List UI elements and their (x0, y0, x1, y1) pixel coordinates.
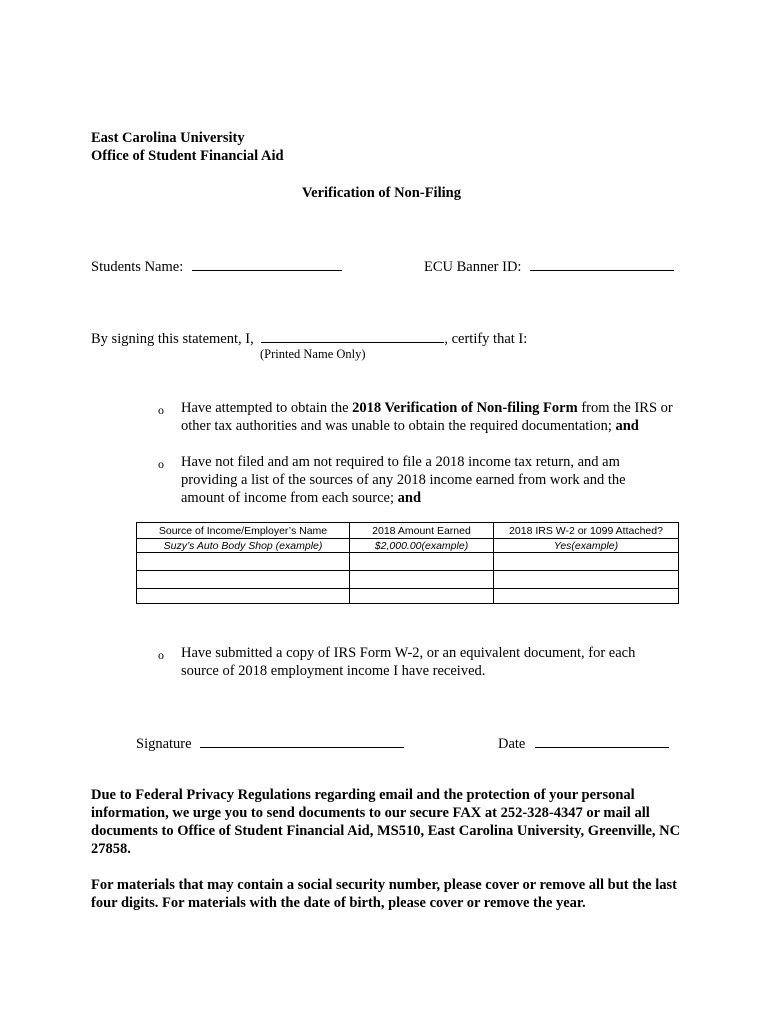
example-attached-cell: Yes(example) (494, 539, 679, 553)
bullet-1-text: Have attempted to obtain the (181, 400, 353, 416)
banner-id-row (424, 257, 674, 276)
bullet-marker: o (158, 648, 164, 662)
privacy-notice: Due to Federal Privacy Regulations regarding email and the protection of your personal information, we urge you to send documents to our secure FAX at 252-328-4347 or mail all documents to Office of Student Financial Aid, MS510, East Carolina University, Greenville, NC 27858. (91, 787, 681, 857)
certify-prefix: By signing this statement, I, (91, 331, 254, 347)
example-amount-cell: $2,000.00(example) (350, 539, 494, 553)
bullet-marker: o (158, 457, 164, 471)
student-name-field[interactable] (192, 257, 342, 271)
attached-cell[interactable] (494, 589, 679, 604)
printed-name-note: (Printed Name Only) (260, 347, 366, 361)
bullet-1-and: and (615, 418, 639, 434)
bullet-1-form-name: 2018 Verification of Non-filing Form (352, 400, 578, 416)
certify-suffix: , certify that I: (444, 331, 528, 347)
bullet-item-2 (181, 453, 651, 507)
bullet-item-1 (181, 399, 681, 435)
signature-row (136, 734, 404, 753)
income-sources-table (136, 522, 679, 604)
student-name-label: Students Name: (91, 259, 184, 275)
printed-name-field[interactable] (261, 329, 444, 343)
student-name-row (91, 257, 342, 276)
example-source-cell: Suzy’s Auto Body Shop (example) (137, 539, 350, 553)
amount-cell[interactable] (350, 553, 494, 571)
bullet-2-text: Have not filed and am not required to file a 2018 income tax return, and am providing a list of the sources of any 2018 income earned from work and the amount of income from each source; (181, 454, 626, 506)
source-cell[interactable] (137, 589, 350, 604)
form-title: Verification of Non-Filing (302, 185, 461, 201)
date-row (498, 734, 669, 753)
bullet-item-3 (181, 644, 671, 680)
bullet-marker: o (158, 403, 164, 417)
column-header-w2-attached: 2018 IRS W-2 or 1099 Attached? (494, 523, 679, 539)
bullet-1-text-cont: from the IRS or other tax authorities and was unable to obtain the required documentation; (181, 400, 673, 434)
university-name: East Carolina University (91, 130, 245, 146)
amount-cell[interactable] (350, 571, 494, 589)
ssn-notice: For materials that may contain a social security number, please cover or remove all but the last four digits. For materials with the date of birth, please cover or remove the year. (91, 877, 677, 911)
table-row (137, 553, 679, 571)
signature-label: Signature (136, 736, 192, 752)
table-row (137, 589, 679, 604)
column-header-amount: 2018 Amount Earned (350, 523, 494, 539)
date-field[interactable] (535, 734, 669, 748)
bullet-3-text: Have submitted a copy of IRS Form W-2, or an equivalent document, for each source of 2018 employment income I have received. (181, 645, 636, 679)
office-name: Office of Student Financial Aid (91, 148, 284, 164)
certify-row (91, 329, 527, 348)
banner-id-field[interactable] (530, 257, 674, 271)
bullet-2-and: and (397, 490, 422, 506)
table-header-row (137, 523, 679, 539)
source-cell[interactable] (137, 553, 350, 571)
attached-cell[interactable] (494, 571, 679, 589)
source-cell[interactable] (137, 571, 350, 589)
attached-cell[interactable] (494, 553, 679, 571)
table-row (137, 571, 679, 589)
date-label: Date (498, 736, 526, 752)
column-header-source: Source of Income/Employer’s Name (137, 523, 350, 539)
banner-id-label: ECU Banner ID: (424, 259, 522, 275)
amount-cell[interactable] (350, 589, 494, 604)
signature-field[interactable] (200, 734, 404, 748)
table-row-example (137, 539, 679, 553)
